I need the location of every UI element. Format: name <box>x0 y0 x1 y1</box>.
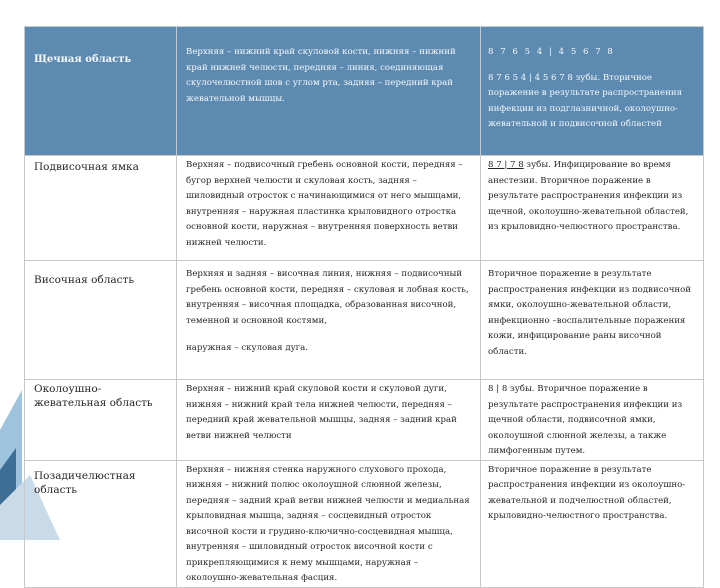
region-cell: Позадичелюстная область <box>25 460 177 587</box>
region-cell: Височная область <box>25 261 177 380</box>
borders-cell <box>177 261 481 380</box>
region-cell: Околоушно-жевательная область <box>25 380 177 461</box>
borders-text: Верхняя и задняя – височная линия, нижняя – подвисочный гребень основной кости, передняя – скуловая и лобная кость, внутренняя – височная площадка, образованная височной, теменной и основной костями, <box>186 269 469 326</box>
table-row <box>25 261 704 380</box>
region-cell: Щечная область <box>25 27 177 156</box>
table-row <box>25 27 704 156</box>
spread-cell: Вторичное поражение в результате распространения инфекции из подвисочной ямки, околоушно-жевательной области, инфекционно –воспалительные поражения кожи, инфицирование раны височной области. <box>481 261 704 380</box>
table-row <box>25 156 704 261</box>
region-cell: Подвисочная ямка <box>25 156 177 261</box>
spread-cell <box>481 27 704 156</box>
borders-cell: Верхняя – нижний край скуловой кости и скуловой дуги, нижняя – нижний край тела нижней челюсти, передняя – передний край жевательной мышцы, задняя – задний край ветви нижней челюсти <box>177 380 481 461</box>
spread-cell <box>481 156 704 261</box>
spread-text: зубы. Инфицирование во время анестезии. Вторичное поражение в результате распространения инфекции из щечной, околоушно-жевательной областей, из крыловидно-челюстного пространства. <box>488 160 689 232</box>
spread-cell: Вторичное поражение в результате распространения инфекции из околоушно-жевательной и подчелюстной областей, крыловидно-челюстного пространства. <box>481 460 704 587</box>
anatomy-table <box>24 26 704 588</box>
dental-formula: 8 7 | 7 8 <box>488 160 524 170</box>
borders-text-continued: наружная – скуловая дуга. <box>186 343 309 353</box>
dental-formula: 8 7 6 5 4 | 4 5 6 7 8 <box>488 47 615 57</box>
borders-cell: Верхняя – подвисочный гребень основной кости, передняя – бугор верхней челюсти и скуловая кость, задняя – шиловидный отросток с начинающимися от него мышцами, внутренняя – наружная пластинка крыловидного отростка основной кости, наружная – внутренняя поверхность ветви нижней челюсти. <box>177 156 481 261</box>
spread-text: 8 7 6 5 4 | 4 5 6 7 8 зубы. Вторичное поражение в результате распространения инфекции из подглазничной, околоушно-жевательной и подвисочной областей <box>488 72 683 129</box>
table-row <box>25 460 704 587</box>
table-row <box>25 380 704 461</box>
spread-cell: 8 | 8 зубы. Вторичное поражение в результате распространения инфекции из щечной области, подвисочной ямки, околоушной слюнной железы, а также лимфогенным путем. <box>481 380 704 461</box>
borders-cell: Верхняя – нижняя стенка наружного слухового прохода, нижняя – нижний полюс околоушной слюнной железы, передняя – задний край ветви нижней челюсти и медиальная крыловидная мышца, задняя – сосцевидный отросток височной кости и грудино-ключично-сосцевидная мышца, внутренняя – шиловидный отросток височной кости с прикрепляющимися к нему мышцами, наружная – околоушно-жевательная фасция. <box>177 460 481 587</box>
borders-cell: Верхняя – нижний край скуловой кости, нижняя – нижний край нижней челюсти, передняя – линия, соединяющая скулочелюстной шов с углом рта, задняя – передний край жевательной мышцы. <box>177 27 481 156</box>
